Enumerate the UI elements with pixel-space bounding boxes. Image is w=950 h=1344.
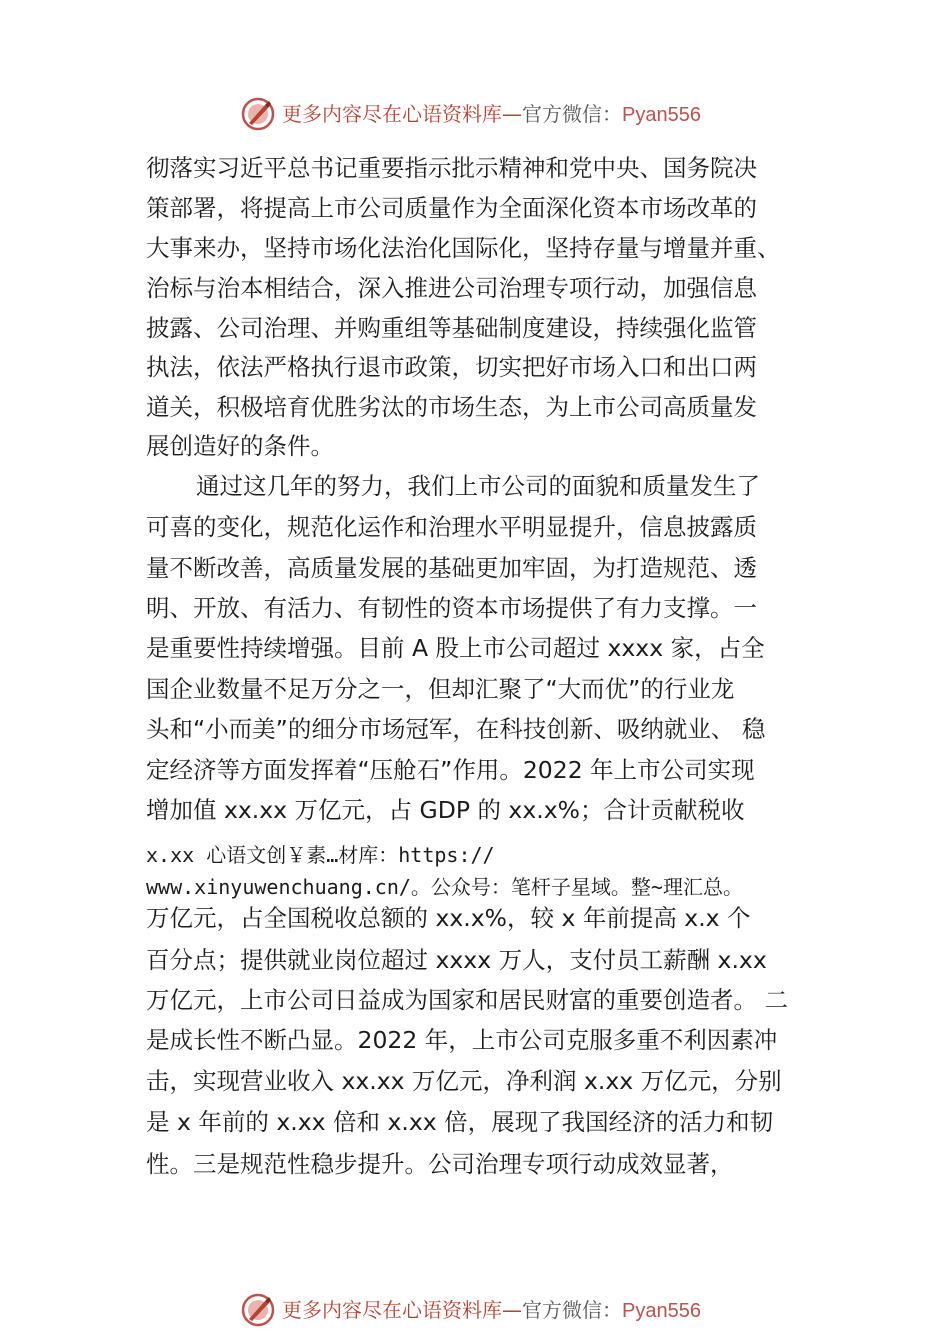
footer-banner-title: 更多内容尽在心语资料库— bbox=[282, 1298, 522, 1322]
footer-wechat-id: Pyan556 bbox=[622, 1300, 701, 1322]
body-line: 头和“小而美”的细分市场冠军，在科技创新、吸纳就业、 稳 bbox=[146, 715, 766, 743]
body-line: 彻落实习近平总书记重要指示批示精神和党中央、国务院决 bbox=[146, 154, 757, 182]
body-line: 大事来办，坚持市场化法治化国际化，坚持存量与增量并重、 bbox=[146, 234, 781, 262]
body-line: 万亿元，占全国税收总额的 xx.x%，较 x 年前提高 x.x 个 bbox=[146, 904, 751, 932]
footer-wechat-label: 官方微信： bbox=[522, 1298, 622, 1322]
body-line: 策部署，将提高上市公司质量作为全面深化资本市场改革的 bbox=[146, 194, 757, 222]
body-line: 道关，积极培育优胜劣汰的市场生态，为上市公司高质量发 bbox=[146, 393, 757, 421]
body-line: 展创造好的条件。 bbox=[146, 432, 334, 460]
body-line: 百分点；提供就业岗位超过 xxxx 万人，支付员工薪酬 x.xx bbox=[146, 946, 767, 974]
header-wechat-label: 官方微信： bbox=[522, 102, 622, 126]
footer-banner-text bbox=[282, 1296, 701, 1325]
paragraph-start-line: 通过这几年的努力，我们上市公司的面貌和质量发生了 bbox=[196, 472, 760, 500]
body-line: 量不断改善，高质量发展的基础更加牢固，为打造规范、透 bbox=[146, 554, 757, 582]
body-line: 治标与治本相结合，深入推进公司治理专项行动，加强信息 bbox=[146, 274, 757, 302]
header-banner-title: 更多内容尽在心语资料库— bbox=[282, 102, 522, 126]
body-line: 定经济等方面发挥着“压舱石”作用。2022 年上市公司实现 bbox=[146, 756, 755, 784]
body-line: 性。三是规范性稳步提升。公司治理专项行动成效显著， bbox=[146, 1150, 734, 1178]
body-line: 执法，依法严格执行退市政策，切实把好市场入口和出口两 bbox=[146, 353, 757, 381]
body-line: 明、开放、有活力、有韧性的资本市场提供了有力支撑。一 bbox=[146, 594, 757, 622]
body-line: 是 x 年前的 x.xx 倍和 x.xx 倍，展现了我国经济的活力和韧 bbox=[146, 1108, 774, 1136]
header-wechat-id: Pyan556 bbox=[622, 104, 701, 126]
body-line: 国企业数量不足万分之一，但却汇聚了“大而优”的行业龙 bbox=[146, 675, 735, 703]
body-line: 可喜的变化，规范化运作和治理水平明显提升，信息披露质 bbox=[146, 513, 757, 541]
body-line: 是成长性不断凸显。2022 年，上市公司克服多重不利因素冲 bbox=[146, 1026, 778, 1054]
watermark-line: x.xx 心语文创￥素…材库：https:// bbox=[146, 843, 495, 867]
watermark-line: www.xinyuwenchuang.cn/。公众号：笔杆子星域。整~理汇总。 bbox=[146, 875, 743, 899]
body-line: 披露、公司治理、并购重组等基础制度建设，持续强化监管 bbox=[146, 314, 757, 342]
body-line: 是重要性持续增强。目前 A 股上市公司超过 xxxx 家，占全 bbox=[146, 634, 765, 662]
body-line: 增加值 xx.xx 万亿元，占 GDP 的 xx.x%；合计贡献税收 bbox=[146, 796, 745, 824]
brand-logo-icon bbox=[240, 1292, 276, 1328]
body-line: 万亿元，上市公司日益成为国家和居民财富的重要创造者。 二 bbox=[146, 986, 788, 1014]
footer-banner bbox=[0, 1288, 950, 1332]
body-line: 击，实现营业收入 xx.xx 万亿元，净利润 x.xx 万亿元，分别 bbox=[146, 1067, 782, 1095]
